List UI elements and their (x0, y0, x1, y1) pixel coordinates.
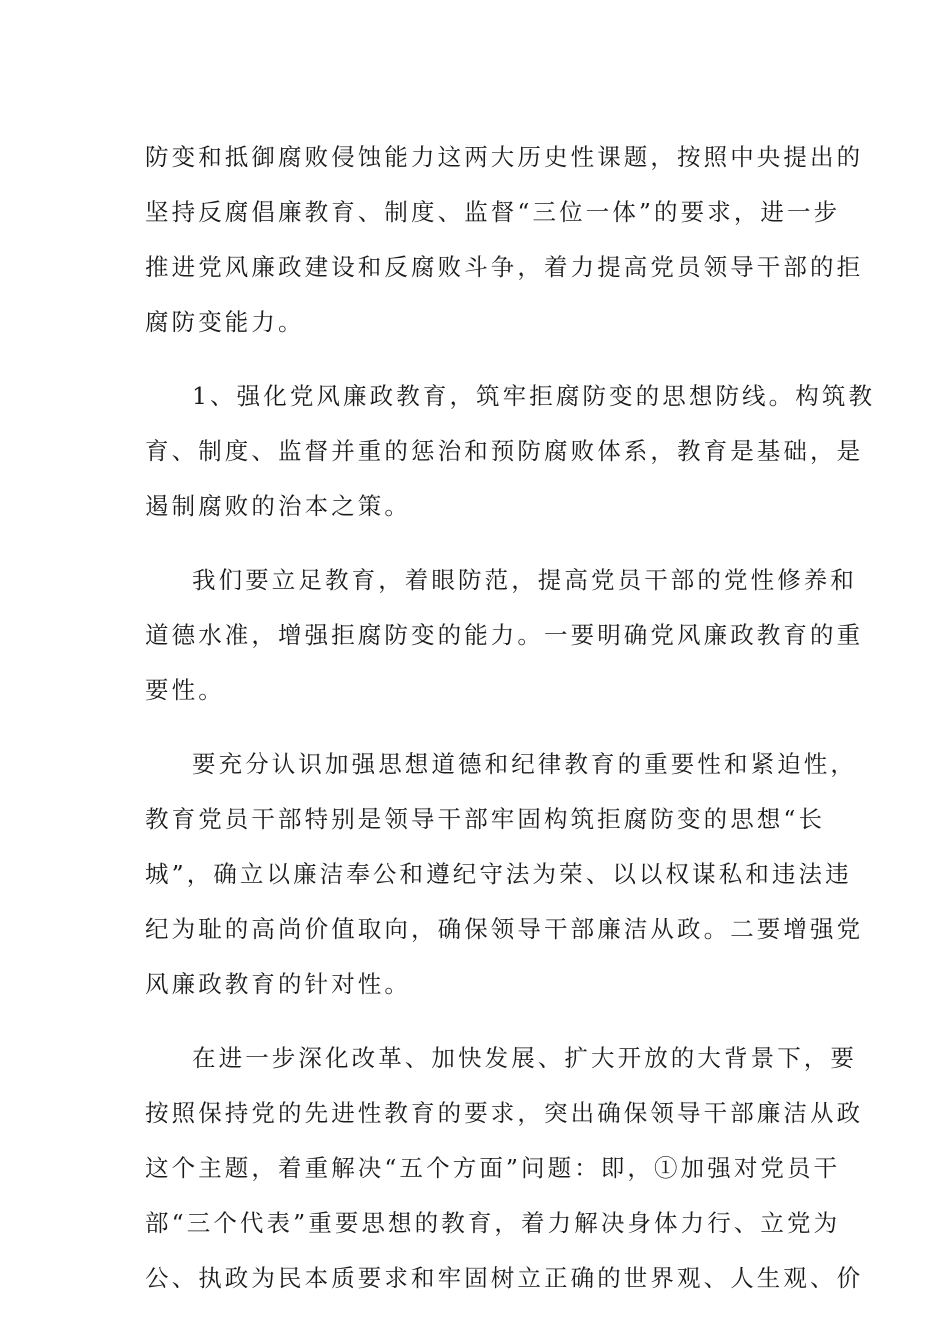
text-line: 我们要立足教育，着眼防范，提高党员干部的党性修养和 (192, 566, 857, 594)
paragraph-1 (145, 130, 864, 350)
text-line: 按照保持党的先进性教育的要求，突出确保领导干部廉洁从政 (145, 1099, 864, 1127)
text-line: 道德水准，增强拒腐防变的能力。一要明确党风廉政教育的重 (145, 621, 864, 649)
text-line: 遏制腐败的治本之策。 (145, 492, 411, 520)
text-line: 1、强化党风廉政教育，筑牢拒腐防变的思想防线。构筑教 (192, 382, 876, 410)
text-line: 公、执政为民本质要求和牢固树立正确的世界观、人生观、价 (145, 1264, 864, 1292)
text-line: 纪为耻的高尚价值取向，确保领导干部廉洁从政。二要增强党 (145, 915, 864, 943)
paragraph-5 (145, 1031, 864, 1306)
text-line: 要性。 (145, 676, 225, 704)
text-line: 防变和抵御腐败侵蚀能力这两大历史性课题，按照中央提出的 (145, 143, 864, 171)
text-line: 要充分认识加强思想道德和纪律教育的重要性和紧迫性， (192, 750, 857, 778)
text-line: 教育党员干部特别是领导干部牢固构筑拒腐防变的思想“长 (145, 805, 826, 833)
paragraph-4 (145, 737, 864, 1012)
text-line: 城”，确立以廉洁奉公和遵纪守法为荣、以以权谋私和违法违 (145, 860, 852, 888)
text-line: 部“三个代表”重要思想的教育，着力解决身体力行、立党为 (145, 1209, 841, 1237)
text-line: 这个主题，着重解决“五个方面”问题：即，①加强对党员干 (145, 1154, 841, 1182)
text-line: 育、制度、监督并重的惩治和预防腐败体系，教育是基础，是 (145, 437, 864, 465)
text-line: 坚持反腐倡廉教育、制度、监督“三位一体”的要求，进一步 (145, 198, 841, 226)
paragraph-2 (145, 369, 876, 534)
text-line: 在进一步深化改革、加快发展、扩大开放的大背景下，要 (192, 1044, 857, 1072)
text-line: 推进党风廉政建设和反腐败斗争，着力提高党员领导干部的拒 (145, 253, 864, 281)
document-body (145, 130, 876, 1325)
paragraph-3 (145, 553, 864, 718)
text-line: 风廉政教育的针对性。 (145, 970, 411, 998)
text-line: 腐防变能力。 (145, 308, 305, 336)
